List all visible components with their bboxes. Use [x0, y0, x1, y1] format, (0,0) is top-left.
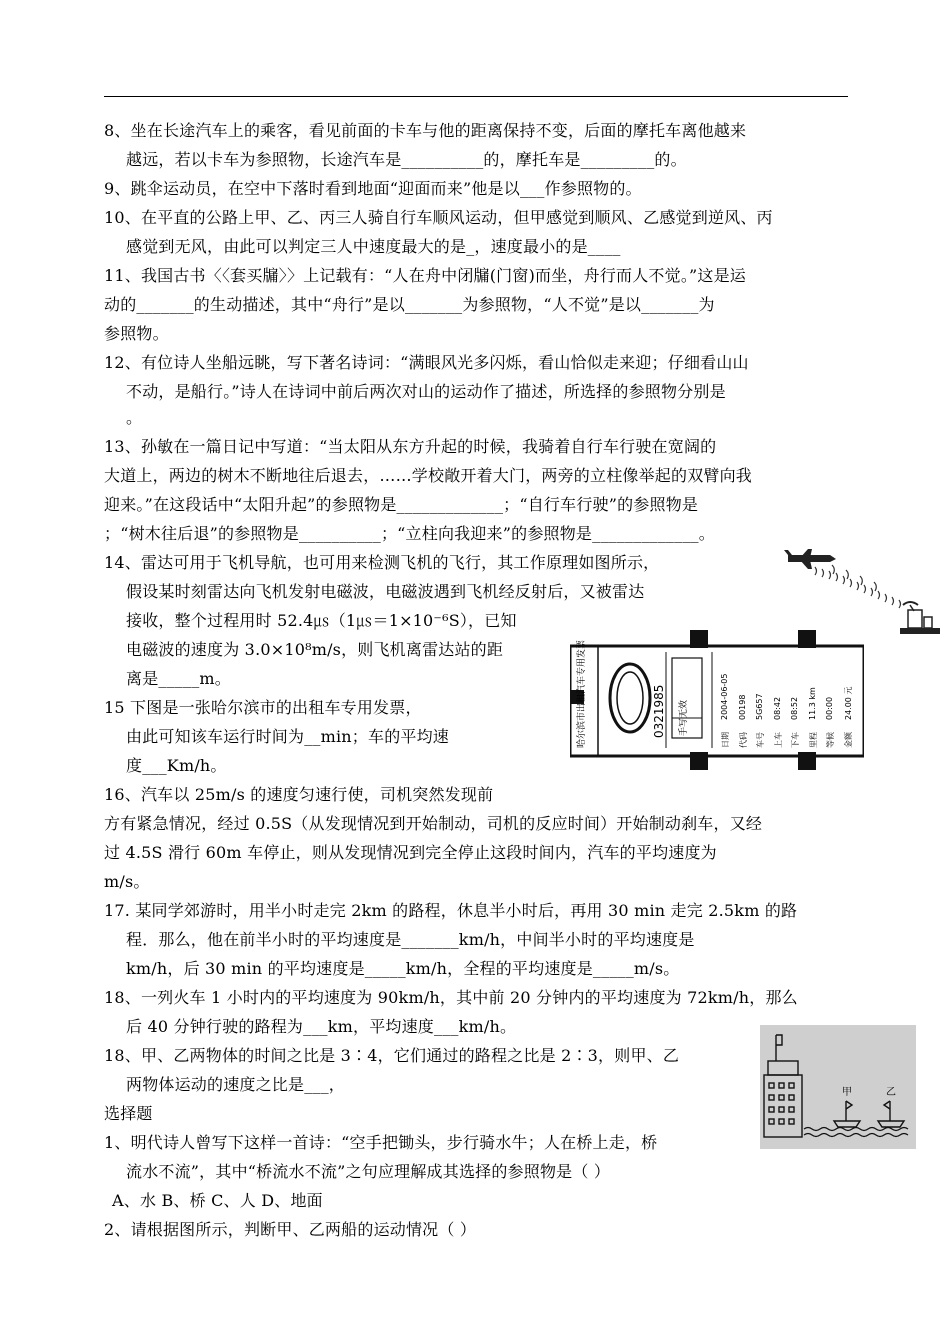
q18b-line-2: 两物体运动的速度之比是___， — [126, 1075, 346, 1094]
q9-line: 9、跳伞运动员，在空中下落时看到地面“迎面而来”他是以___作参照物的。 — [104, 179, 642, 198]
receipt-field-value: 5G657 — [755, 693, 764, 720]
receipt-field-label: 日期 — [721, 732, 730, 748]
receipt-field-label: 代码 — [738, 732, 748, 748]
q11-line-3: 参照物。 — [104, 324, 169, 343]
q13-line-3: 迎来。”在这段话中“太阳升起”的参照物是_____________；“自行车行驶”的参照物是 — [104, 495, 699, 514]
receipt-field-value: 11.3 km — [807, 687, 817, 720]
q15-line-3: 度___Km/h。 — [126, 756, 227, 775]
q17-line-3: km/h，后 30 min 的平均速度是_____km/h，全程的平均速度是_____m/s。 — [126, 959, 680, 978]
c1-options: A、水 B、桥 C、人 D、地面 — [112, 1191, 323, 1210]
receipt-stamp: 手写无效 — [679, 699, 689, 736]
airplane-icon — [784, 549, 836, 569]
q16-line-4: m/s。 — [104, 872, 150, 891]
receipt-field-value: 08:42 — [772, 696, 782, 720]
q14-line-1: 14、雷达可用于飞机导航，也可用来检测飞机的飞行，其工作原理如图所示， — [104, 553, 660, 572]
q16-line-1: 16、汽车以 25m/s 的速度匀速行使，司机突然发现前 — [104, 785, 494, 804]
q14-line-5: 离是_____m。 — [126, 669, 231, 688]
radar-station-icon — [900, 602, 940, 634]
receipt-field-value: 00:00 — [825, 696, 834, 720]
q18b-line-1: 18、甲、乙两物体的时间之比是 3∶4，它们通过的路程之比是 2∶3，则甲、乙 — [104, 1046, 680, 1065]
q11-line-1: 11、我国古书〈〈套买牖〉〉上记载有：“人在舟中闭牖(门窗)而坐，舟行而人不觉。”这是运 — [104, 266, 747, 285]
receipt-fields — [718, 654, 858, 750]
receipt-field-label: 上车 — [773, 732, 783, 748]
q13-line-1: 13、孙敏在一篇日记中写道：“当太阳从东方升起的时候，我骑着自行车行驶在宽阔的 — [104, 437, 717, 456]
q18a-line-2: 后 40 分钟行驶的路程为___km，平均速度___km/h。 — [126, 1017, 517, 1036]
q12-line-2: 不动，是船行。”诗人在诗词中前后两次对山的运动作了描述，所选择的参照物分别是 — [126, 382, 726, 401]
c2-line-1: 2、请根据图所示，判断甲、乙两船的运动情况（ ） — [104, 1220, 477, 1239]
taxi-receipt-figure — [570, 630, 864, 770]
receipt-field-value: 2004-06-05 — [720, 673, 729, 720]
q13-line-2: 大道上，两边的树木不断地往后退去，……学校敞开着大门，两旁的立柱像举起的双臂向我 — [104, 466, 753, 485]
q8-line-2: 越远，若以卡车为参照物，长途汽车是__________的，摩托车是_________的。 — [126, 150, 687, 169]
section-choice-title: 选择题 — [104, 1104, 153, 1123]
q16-line-2: 方有紧急情况，经过 0.5S（从发现情况到开始制动，司机的反应时间）开始制动刹车，又经 — [104, 814, 763, 833]
q10-line-1: 10、在平直的公路上甲、乙、丙三人骑自行车顺风运动，但甲感觉到顺风、乙感觉到逆风、丙 — [104, 208, 773, 227]
q10-line-2: 感觉到无风，由此可以判定三人中速度最大的是_，速度最小的是____ — [126, 237, 621, 256]
q14-line-3: 接收，整个过程用时 52.4㎲（1㎲＝1×10⁻⁶S），已知 — [126, 611, 517, 630]
boat-jia-label: 甲 — [842, 1087, 852, 1098]
q16-line-3: 过 4.5S 滑行 60m 车停止，则从发现情况到完全停止这段时间内，汽车的平均速度为 — [104, 843, 717, 862]
q17-line-1: 17. 某同学郊游时，用半小时走完 2km 的路程，休息半小时后，再用 30 min 走完 2.5km 的路 — [104, 901, 798, 920]
q8-line-1: 8、坐在长途汽车上的乘客，看见前面的卡车与他的距离保持不变，后面的摩托车离他越来 — [104, 121, 747, 140]
q11-line-2: 动的_______的生动描述，其中“舟行”是以_______为参照物，“人不觉”是以_______为 — [104, 295, 715, 314]
boat-yi-label: 乙 — [886, 1087, 896, 1098]
receipt-field-value: 24.00 元 — [843, 686, 853, 720]
q14-line-2: 假设某时刻雷达向飞机发射电磁波，电磁波遇到飞机经反射后，又被雷达 — [126, 582, 645, 601]
q17-line-2: 程．那么，他在前半小时的平均速度是_______km/h，中间半小时的平均速度是 — [126, 930, 695, 949]
q12-line-3: 。 — [126, 408, 143, 427]
q15-line-2: 由此可知该车运行时间为__min；车的平均速 — [126, 727, 449, 746]
wave-icon — [815, 565, 901, 608]
receipt-field-label: 车号 — [756, 732, 765, 748]
receipt-field-label: 里程 — [808, 732, 818, 748]
q18a-line-1: 18、一列火车 1 小时内的平均速度为 90km/h，其中前 20 分钟内的平均速度为 72km/h，那么 — [104, 988, 798, 1007]
receipt-field-label: 下车 — [791, 732, 800, 748]
q13-line-4: ；“树木往后退”的参照物是__________；“立柱向我迎来”的参照物是_____________。 — [104, 524, 715, 543]
c1-line-1: 1、明代诗人曾写下这样一首诗：“空手把锄头，步行骑水牛；人在桥上走，桥 — [104, 1133, 658, 1152]
c1-line-2: 流水不流”，其中“桥流水不流”之句应理解成其选择的参照物是（ ） — [126, 1162, 611, 1181]
receipt-header: 哈尔滨市出租汽车专用发票 — [577, 639, 587, 748]
receipt-field-value: 08:52 — [790, 696, 799, 720]
receipt-field-label: 等候 — [826, 732, 835, 748]
receipt-field-value: 00198 — [737, 694, 747, 720]
receipt-number: 0321985 — [652, 684, 666, 738]
boats-figure — [760, 1025, 916, 1149]
q15-line-1: 15 下图是一张哈尔滨市的出租车专用发票， — [104, 698, 422, 717]
receipt-field-label: 金额 — [843, 732, 853, 748]
header-rule — [104, 96, 848, 97]
radar-figure — [760, 545, 940, 640]
q14-line-4: 电磁波的速度为 3.0×10⁸m/s，则飞机离雷达站的距 — [126, 640, 504, 659]
q12-line-1: 12、有位诗人坐船远眺，写下著名诗词：“满眼风光多闪烁，看山恰似走来迎；仔细看山山 — [104, 353, 749, 372]
